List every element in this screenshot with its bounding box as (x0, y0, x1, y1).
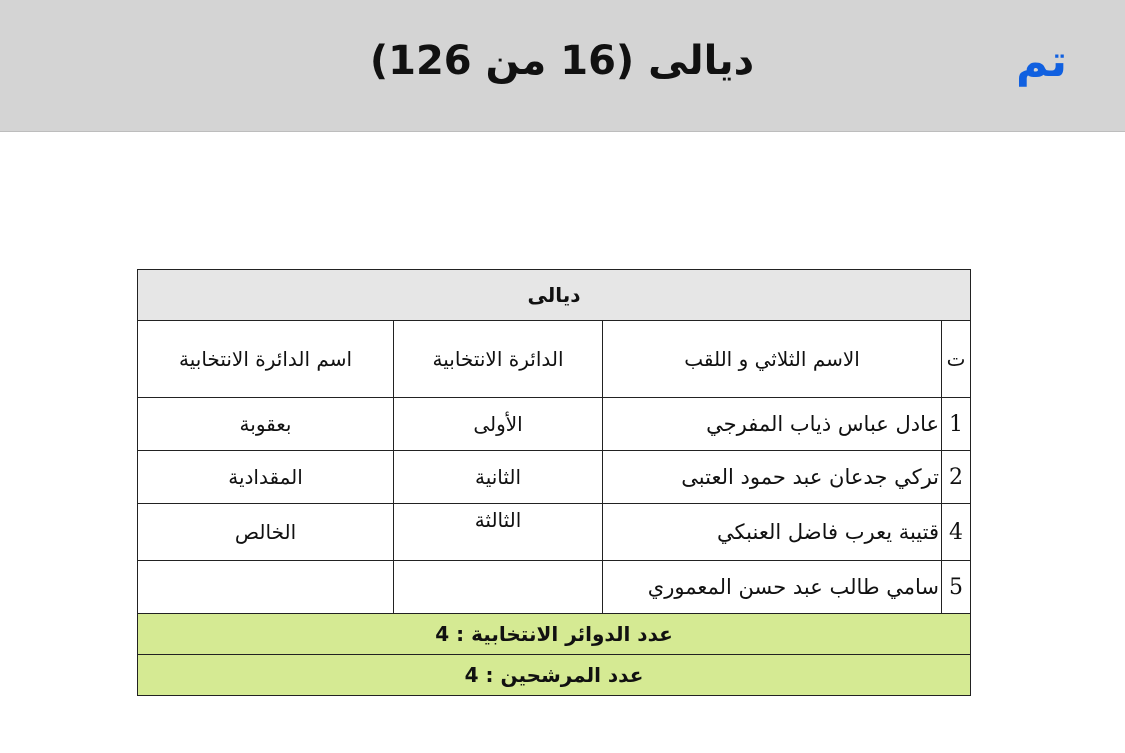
district-name: الخالص (138, 504, 394, 561)
summary-row-districts (138, 614, 971, 655)
summary-row-candidates (138, 655, 971, 696)
candidate-name: سامي طالب عبد حسن المعموري (603, 561, 942, 614)
district-order: الثانية (394, 451, 603, 504)
candidates-table (137, 269, 971, 696)
column-header-index: ت (942, 321, 971, 398)
districts-count: عدد الدوائر الانتخابية : 4 (138, 614, 971, 655)
table-row (138, 561, 971, 614)
table-header-row (138, 321, 971, 398)
row-index: 4 (942, 504, 971, 561)
table-row (138, 451, 971, 504)
district-order: الأولى (394, 398, 603, 451)
top-bar (0, 0, 1125, 132)
column-header-district-name: اسم الدائرة الانتخابية (138, 321, 394, 398)
district-name: بعقوبة (138, 398, 394, 451)
district-name (138, 561, 394, 614)
row-index: 5 (942, 561, 971, 614)
table-row (138, 398, 971, 451)
column-header-district: الدائرة الانتخابية (394, 321, 603, 398)
candidate-name: عادل عباس ذياب المفرجي (603, 398, 942, 451)
column-header-name: الاسم الثلاثي و اللقب (603, 321, 942, 398)
row-index: 1 (942, 398, 971, 451)
table-title: ديالى (138, 270, 971, 321)
candidate-name: تركي جدعان عبد حمود العتبى (603, 451, 942, 504)
candidate-name: قتيبة يعرب فاضل العنبكي (603, 504, 942, 561)
row-index: 2 (942, 451, 971, 504)
done-button[interactable]: تم (1015, 36, 1067, 87)
district-order: الثالثة (394, 504, 603, 561)
district-order (394, 561, 603, 614)
table-title-row (138, 270, 971, 321)
table-row (138, 504, 971, 561)
district-name: المقدادية (138, 451, 394, 504)
candidates-count: عدد المرشحين : 4 (138, 655, 971, 696)
page-title: ديالى (16 من 126) (369, 38, 755, 84)
